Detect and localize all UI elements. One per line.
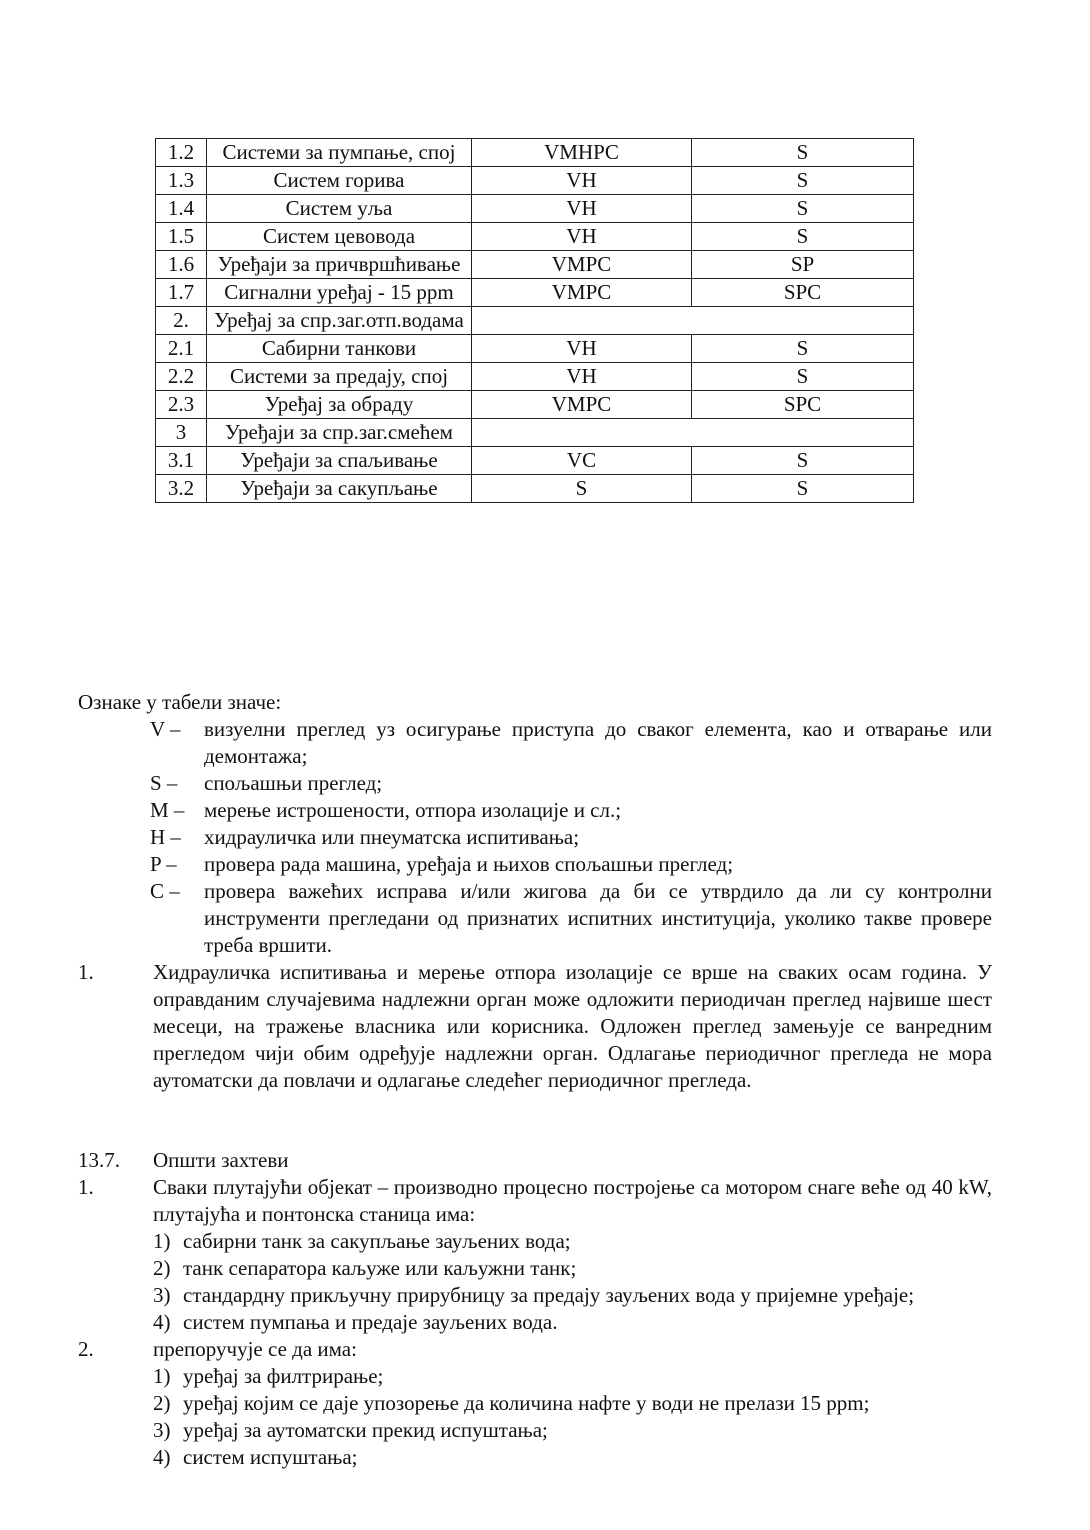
row-inspection-code: VH [472, 223, 692, 251]
legend-text: провера рада машина, уређаја и њихов спољашњи преглед; [204, 852, 734, 876]
row-number: 1.3 [156, 167, 207, 195]
list-item-text: стандардну прикључну прирубницу за предају зауљених вода у пријемне уређаје; [183, 1283, 915, 1307]
row-name: Уређаји за сакупљање [207, 475, 472, 503]
legend-item [150, 716, 992, 770]
row-name: Сабирни танкови [207, 335, 472, 363]
table-row [156, 139, 914, 167]
legend-item [150, 797, 992, 824]
row-inspection-code-2: S [692, 447, 914, 475]
table-row [156, 223, 914, 251]
legend-item [150, 770, 992, 797]
row-inspection-code-2: S [692, 223, 914, 251]
row-inspection-code-2: SPC [692, 391, 914, 419]
legend-item [150, 824, 992, 851]
legend-text: визуелни преглед уз осигурање приступа до сваког елемента, као и отварање или демонтажа; [204, 717, 992, 768]
legend-text: провера важећих исправа и/или жигова да би се утврдило да ли су контролни инструменти прегледани од признатих испитних институција, уколико такве провере треба вршити. [204, 879, 992, 957]
legend-item [150, 878, 992, 959]
list-item-text: сабирни танк за сакупљање зауљених вода; [183, 1229, 571, 1253]
table-row [156, 363, 914, 391]
requirement-2-list [153, 1363, 1003, 1471]
list-item-text: уређај којим се даје упозорење да количина нафте у води не прелази 15 ppm; [183, 1391, 870, 1415]
list-item [153, 1444, 1003, 1471]
list-item [153, 1390, 1003, 1417]
requirement-number: 2. [78, 1337, 94, 1361]
list-item-number: 4) [153, 1310, 171, 1334]
requirement-text: Сваки плутајући објекат – производно процесно постројење са мотором снаге веће од 40 kW, плутајућа и понтонска станица има: [153, 1175, 992, 1226]
table-row [156, 251, 914, 279]
table-row [156, 195, 914, 223]
list-item [153, 1282, 1003, 1309]
table-row [156, 335, 914, 363]
list-item-text: систем пумпања и предаје зауљених вода. [183, 1310, 558, 1334]
row-inspection-code-2: SPC [692, 279, 914, 307]
row-inspection-code: VH [472, 335, 692, 363]
legend-title: Ознаке у табели значе: [78, 690, 282, 714]
list-item-text: танк сепаратора каљуже или каљужни танк; [183, 1256, 577, 1280]
row-number: 2. [156, 307, 207, 335]
list-item-number: 1) [153, 1364, 171, 1388]
list-item-number: 3) [153, 1283, 171, 1307]
row-name: Уређај за спр.заг.отп.водама [207, 307, 472, 335]
legend-list [150, 716, 992, 959]
table-row [156, 475, 914, 503]
row-inspection-code: VMPC [472, 279, 692, 307]
row-inspection-code: VMHPC [472, 139, 692, 167]
row-number: 1.6 [156, 251, 207, 279]
list-item-number: 1) [153, 1229, 171, 1253]
table-row [156, 279, 914, 307]
row-number: 1.4 [156, 195, 207, 223]
row-number: 1.7 [156, 279, 207, 307]
list-item [153, 1228, 1003, 1255]
list-item [153, 1309, 1003, 1336]
row-name: Систем горива [207, 167, 472, 195]
requirement-1-list [153, 1228, 1003, 1336]
requirement-text: препоручује се да има: [153, 1337, 357, 1361]
row-inspection-code-2: S [692, 195, 914, 223]
requirement-1 [78, 1174, 992, 1228]
row-inspection-code-2: SP [692, 251, 914, 279]
row-inspection-code-2: S [692, 139, 914, 167]
row-inspection-code: VMPC [472, 391, 692, 419]
row-inspection-code: VH [472, 363, 692, 391]
row-number: 3.1 [156, 447, 207, 475]
legend-key: C – [150, 879, 180, 903]
row-number: 2.2 [156, 363, 207, 391]
row-name: Системи за предају, спој [207, 363, 472, 391]
legend-key: M – [150, 798, 185, 822]
list-item-number: 3) [153, 1418, 171, 1442]
row-name: Уређај за обраду [207, 391, 472, 419]
legend-key: H – [150, 825, 181, 849]
row-name: Систем цевовода [207, 223, 472, 251]
row-name: Уређаји за причвршћивање [207, 251, 472, 279]
row-name: Уређаји за спр.заг.смећем [207, 419, 472, 447]
row-name: Системи за пумпање, спој [207, 139, 472, 167]
requirement-number: 1. [78, 1175, 94, 1199]
row-inspection-code-2: S [692, 475, 914, 503]
row-inspection-code-2: S [692, 363, 914, 391]
row-name: Уређаји за спаљивање [207, 447, 472, 475]
row-empty-merged [472, 307, 914, 335]
note-1 [78, 959, 992, 1094]
table-row [156, 307, 914, 335]
list-item [153, 1363, 1003, 1390]
row-inspection-code: VMPC [472, 251, 692, 279]
table-row [156, 167, 914, 195]
legend-key: P – [150, 852, 177, 876]
legend-text: мерење истрошености, отпора изолације и сл.; [204, 798, 622, 822]
row-number: 3 [156, 419, 207, 447]
list-item-number: 4) [153, 1445, 171, 1469]
section-number: 13.7. [78, 1148, 120, 1172]
list-item-text: систем испуштања; [183, 1445, 358, 1469]
row-name: Сигнални уређај - 15 ppm [207, 279, 472, 307]
row-number: 3.2 [156, 475, 207, 503]
row-number: 1.5 [156, 223, 207, 251]
row-inspection-code-2: S [692, 167, 914, 195]
legend-text: хидрауличка или пнеуматска испитивања; [204, 825, 580, 849]
section-title: Општи захтеви [153, 1148, 289, 1172]
table-row [156, 391, 914, 419]
row-number: 2.1 [156, 335, 207, 363]
legend-text: спољашњи преглед; [204, 771, 383, 795]
legend-key: S – [150, 771, 178, 795]
row-inspection-code: S [472, 475, 692, 503]
requirement-2 [78, 1336, 992, 1363]
list-item [153, 1417, 1003, 1444]
list-item-number: 2) [153, 1391, 171, 1415]
legend-key: V – [150, 717, 181, 741]
row-name: Систем уља [207, 195, 472, 223]
section-heading [78, 1147, 992, 1174]
inspection-table [155, 138, 914, 503]
list-item-text: уређај за филтрирање; [183, 1364, 384, 1388]
row-number: 1.2 [156, 139, 207, 167]
row-inspection-code: VC [472, 447, 692, 475]
row-inspection-code: VH [472, 195, 692, 223]
list-item-text: уређај за аутоматски прекид испуштања; [183, 1418, 548, 1442]
legend-item [150, 851, 992, 878]
note-text: Хидрауличка испитивања и мерење отпора изолације се врше на сваких осам година. У оправданим случајевима надлежни орган може одложити периодичан преглед највише шест месеци, на тражење власника или корисника. Одложен преглед замењује се ванредним прегледом чији обим одређује надлежни орган. Одлагање периодичног прегледа не мора аутоматски да повлачи и одлагање следећег периодичног прегледа. [153, 960, 992, 1092]
row-inspection-code-2: S [692, 335, 914, 363]
row-empty-merged [472, 419, 914, 447]
table-row [156, 447, 914, 475]
row-inspection-code: VH [472, 167, 692, 195]
list-item [153, 1255, 1003, 1282]
list-item-number: 2) [153, 1256, 171, 1280]
note-number: 1. [78, 960, 94, 984]
table-row [156, 419, 914, 447]
row-number: 2.3 [156, 391, 207, 419]
